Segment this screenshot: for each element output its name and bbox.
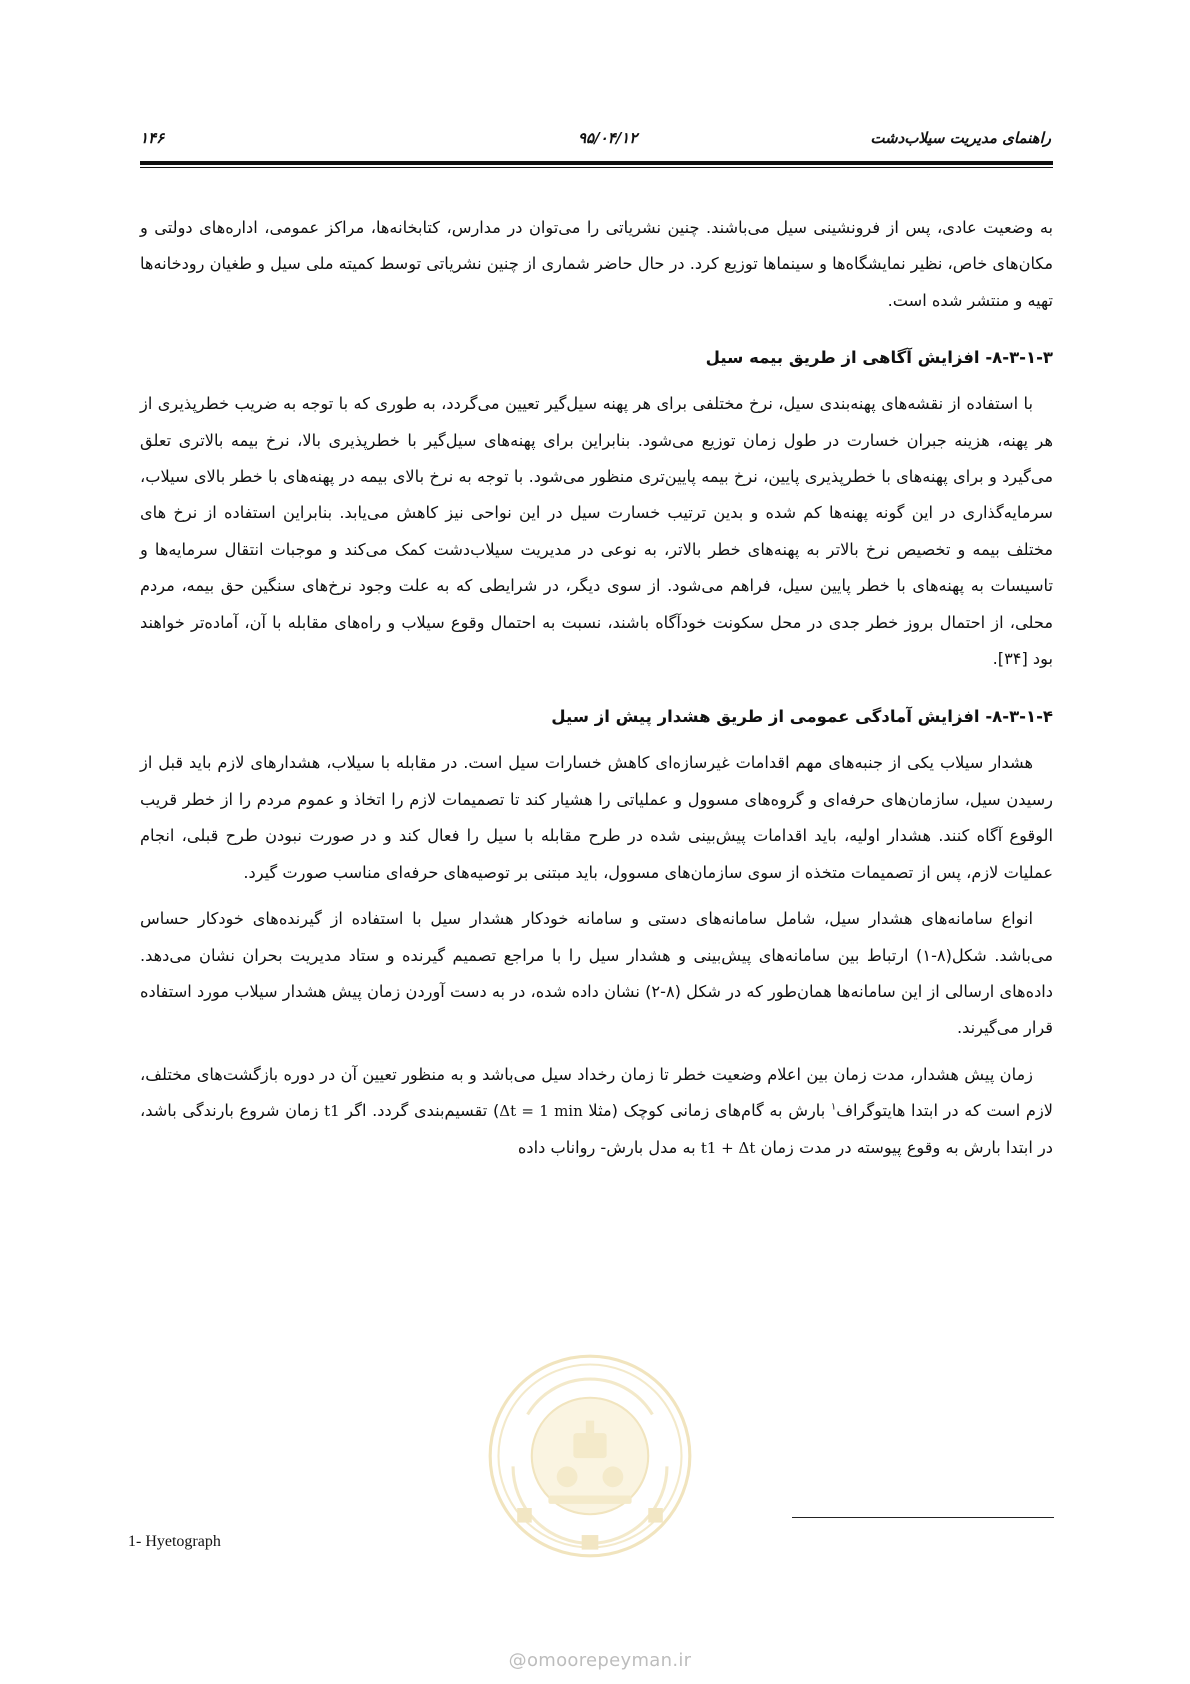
page-body	[140, 210, 1053, 1166]
math-delta-t: Δt = 1 min	[499, 1102, 583, 1121]
header-rule-thick	[140, 161, 1053, 165]
footnote-marker: ۱	[830, 1101, 837, 1113]
section-heading-insurance: ۸-۳-۱-۳- افزایش آگاهی از طریق بیمه سیل	[705, 348, 1053, 368]
header-rule-thin	[140, 167, 1053, 168]
paragraph-continuation: به وضعیت عادی، پس از فرونشینی سیل می‌باشند. چنین نشریاتی را می‌توان در مدارس، کتابخانه‌ها، مراکز عمومی، اداره‌های دولتی و مکان‌های خاص، نظیر نمایشگاه‌ها و سینماها توزیع کرد. در حال حاضر شماری از چنین نشریاتی توسط کمیته ملی سیل و طغیان رودخانه‌ها تهیه و منتشر شده است.	[140, 218, 1053, 310]
watermark-url: @omoorepeyman.ir	[508, 1650, 692, 1671]
book-title: راهنمای مدیریت سیلاب‌دشت	[870, 129, 1051, 147]
paragraph-insurance: با استفاده از نقشه‌های پهنه‌بندی سیل، نرخ مختلفی برای هر پهنه سیل‌گیر تعیین می‌گردد، به طوری که با توجه به ضریب خطرپذیری از هر پهنه، هزینه جبران خسارت در طول زمان توزیع می‌شود. بنابراین برای پهنه‌های سیل‌گیر با خطرپذیری بالا، نرخ بیمه بالاتری تعلق می‌گیرد و برای پهنه‌های با خطرپذیری پایین، نرخ بیمه پایین‌تری منظور می‌شود. با توجه به نرخ بالای بیمه در پهنه‌های با خطر بالای سیلاب، سرمایه‌گذاری در این گونه پهنه‌ها کم شده و بدین ترتیب خسارت سیل در این نواحی نیز کاهش می‌یابد. بنابراین استفاده از نرخ های مختلف بیمه و تخصیص نرخ بالاتر به پهنه‌های خطر بالاتر، به نوعی در مدیریت سیلاب‌دشت کمک می‌کند و موجبات انتقال سرمایه‌ها و تاسیسات به پهنه‌های با خطر پایین سیل، فراهم می‌شود. از سوی دیگر، در شرایطی که به علت وجود نرخ‌های سنگین حق بیمه، مردم محلی، از احتمال بروز خطر جدی در محل سکونت خودآگاه باشند، نسبت به احتمال وقوع سیلاب و راه‌های مقابله با آن، آماده‌تر خواهند بود [۳۴].	[140, 394, 1053, 669]
lead-time-text-e: به مدل بارش- رواناب داده	[517, 1137, 701, 1157]
math-t1: t1	[324, 1102, 340, 1121]
lead-time-text-b: بارش به گام‌های زمانی کوچک (مثلا	[582, 1101, 831, 1121]
math-t1-plus-delta: t1 + Δt	[700, 1138, 756, 1157]
section-heading-warning: ۸-۳-۱-۴- افزایش آمادگی عمومی از طریق هشدار پیش از سیل	[551, 707, 1053, 727]
footnote: 1- Hyetograph	[128, 1533, 221, 1550]
lead-time-text-a: زمان پیش هشدار، مدت زمان بین اعلام وضعیت خطر تا زمان رخداد سیل می‌باشد و به منظور تعیین آن در دوره بازگشت‌های مختلف، لازم است که در ابتدا هایتوگراف	[140, 1064, 1053, 1121]
paragraph-warning-systems: انواع سامانه‌های هشدار سیل، شامل سامانه‌های دستی و سامانه خودکار هشدار سیل با استفاده از گیرنده‌های خودکار حساس می‌باشد. شکل(۸-۱) ارتباط بین سامانه‌های پیش‌بینی و هشدار سیل را با مراجع تصمیم گیرنده و ستاد مدیریت بحران نشان می‌دهد. داده‌های ارسالی از این سامانه‌ها همان‌طور که در شکل (۸-۲) نشان داده شده، در به دست آوردن زمان پیش هشدار سیلاب مورد استفاده قرار می‌گیرند.	[140, 909, 1054, 1038]
paragraph-lead-time	[140, 1057, 1053, 1166]
header-date: ۹۵/۰۴/۱۲	[578, 129, 638, 147]
seal-watermark	[486, 1352, 694, 1560]
page-number: ۱۴۶	[140, 129, 165, 147]
page-header	[140, 127, 1055, 151]
footnote-rule	[792, 1517, 1054, 1518]
lead-time-text-d: زمان شروع بارندگی باشد، در ابتدا بارش به وقوع پیوسته در مدت زمان	[140, 1101, 1053, 1157]
paragraph-warning: هشدار سیلاب یکی از جنبه‌های مهم اقدامات غیرسازه‌ای کاهش خسارات سیل است. در مقابله با سیلاب، هشدارهای لازم باید قبل از رسیدن سیل، سازمان‌های حرفه‌ای و گروه‌های مسوول و عملیاتی را هشیار کند تا تصمیمات لازم را اتخاذ و عموم مردم را از خطر قریب الوقوع آگاه کنند. هشدار اولیه، باید اقدامات پیش‌بینی شده در طرح مقابله با سیل را فعال کند و در صورت نبودن طرح قبلی، انجام عملیات لازم، پس از تصمیمات متخذه از سوی سازمان‌های مسوول، باید مبتنی بر توصیه‌های حرفه‌ای مناسب صورت گیرد.	[140, 753, 1053, 882]
lead-time-text-c: ) تقسیم‌بندی گردد. اگر	[339, 1101, 500, 1121]
